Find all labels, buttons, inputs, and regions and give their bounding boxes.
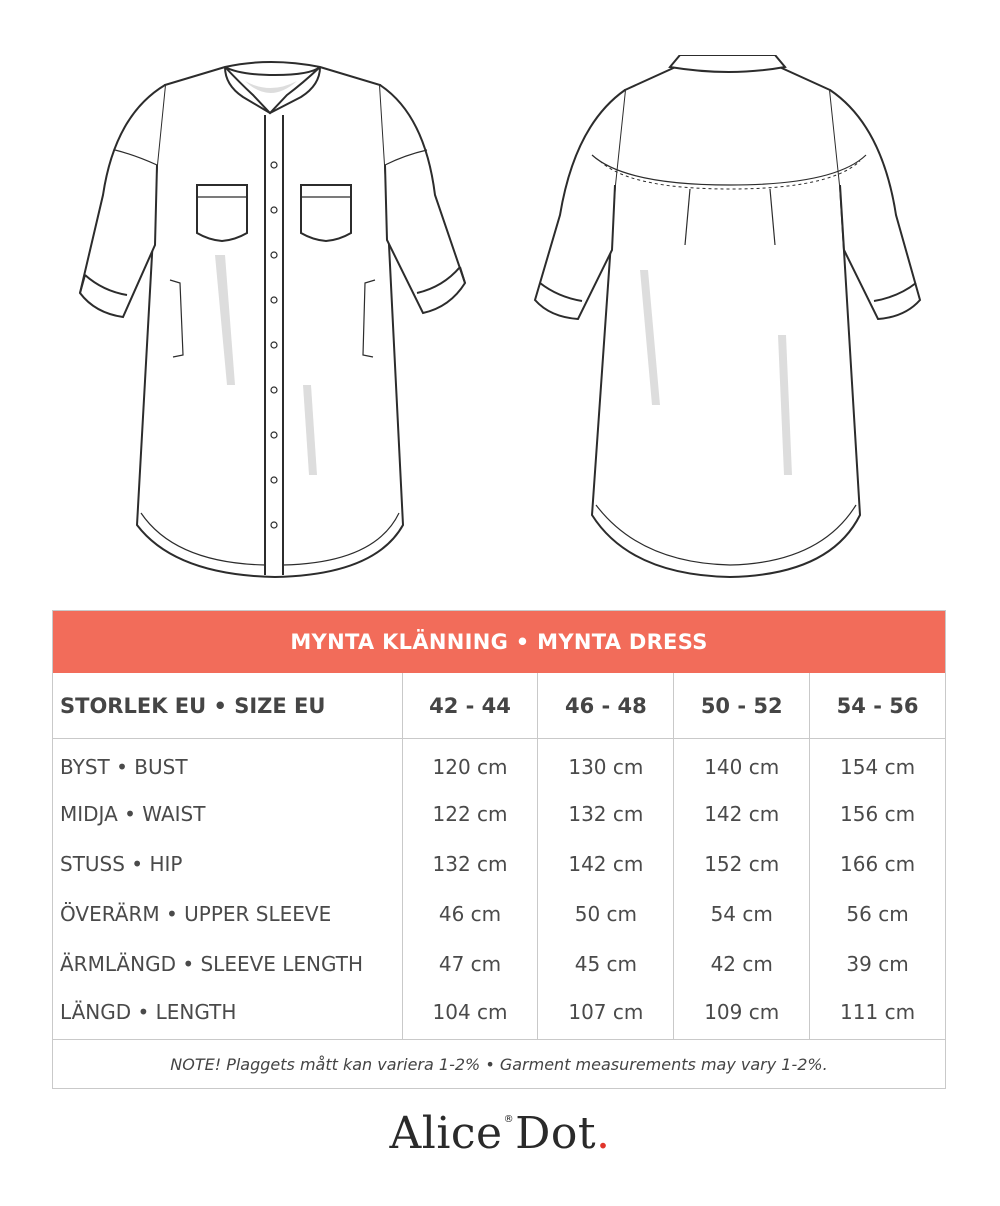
logo-text-alice: Alice xyxy=(389,1108,503,1159)
measure-label: MIDJA • WAIST xyxy=(53,789,403,839)
table-row xyxy=(53,889,945,939)
table-row xyxy=(53,839,945,889)
measure-value: 47 cm xyxy=(403,939,539,989)
measure-value: 109 cm xyxy=(674,989,810,1039)
measure-value: 142 cm xyxy=(538,839,674,889)
size-label: STORLEK EU • SIZE EU xyxy=(53,673,403,738)
front-dress-sketch xyxy=(75,55,475,585)
measure-value: 142 cm xyxy=(674,789,810,839)
measure-value: 122 cm xyxy=(403,789,539,839)
measure-value: 104 cm xyxy=(403,989,539,1039)
measure-label: ÖVERÄRM • UPPER SLEEVE xyxy=(53,889,403,939)
measure-value: 54 cm xyxy=(674,889,810,939)
measure-value: 120 cm xyxy=(403,739,539,789)
logo-text-dot-word: Dot xyxy=(515,1108,597,1159)
measure-value: 132 cm xyxy=(538,789,674,839)
measure-value: 42 cm xyxy=(674,939,810,989)
alicedot-logo xyxy=(0,1108,1000,1159)
table-row xyxy=(53,989,945,1039)
table-row xyxy=(53,789,945,839)
measure-value: 45 cm xyxy=(538,939,674,989)
measure-value: 156 cm xyxy=(840,802,916,826)
measure-value: 166 cm xyxy=(840,852,916,876)
size-chart-table xyxy=(52,610,946,1089)
measure-value: 56 cm xyxy=(846,902,909,926)
logo-red-dot: . xyxy=(596,1108,611,1159)
measure-value: 50 cm xyxy=(538,889,674,939)
measure-value: 46 cm xyxy=(403,889,539,939)
measure-label: ÄRMLÄNGD • SLEEVE LENGTH xyxy=(53,939,403,989)
registered-mark: ® xyxy=(503,1114,515,1125)
measure-value: 140 cm xyxy=(674,739,810,789)
measure-label: BYST • BUST xyxy=(53,739,403,789)
measure-value: 152 cm xyxy=(674,839,810,889)
size-column-header: 54 - 56 xyxy=(836,693,919,718)
measurement-note: NOTE! Plaggets mått kan variera 1-2% • Garment measurements may vary 1-2%. xyxy=(53,1039,945,1088)
measure-value: 132 cm xyxy=(403,839,539,889)
size-column-header: 46 - 48 xyxy=(538,673,674,738)
table-row xyxy=(53,739,945,789)
back-dress-sketch xyxy=(530,55,930,585)
measure-value: 39 cm xyxy=(846,952,909,976)
measure-label: LÄNGD • LENGTH xyxy=(53,989,403,1039)
table-row xyxy=(53,939,945,989)
measure-value: 154 cm xyxy=(840,755,916,779)
size-column-header: 42 - 44 xyxy=(403,673,539,738)
size-header-row xyxy=(53,673,945,739)
size-column-header: 50 - 52 xyxy=(674,673,810,738)
measure-value: 107 cm xyxy=(538,989,674,1039)
table-title: MYNTA KLÄNNING • MYNTA DRESS xyxy=(53,611,945,673)
measure-label: STUSS • HIP xyxy=(53,839,403,889)
measure-value: 111 cm xyxy=(840,1000,916,1024)
measure-value: 130 cm xyxy=(538,739,674,789)
